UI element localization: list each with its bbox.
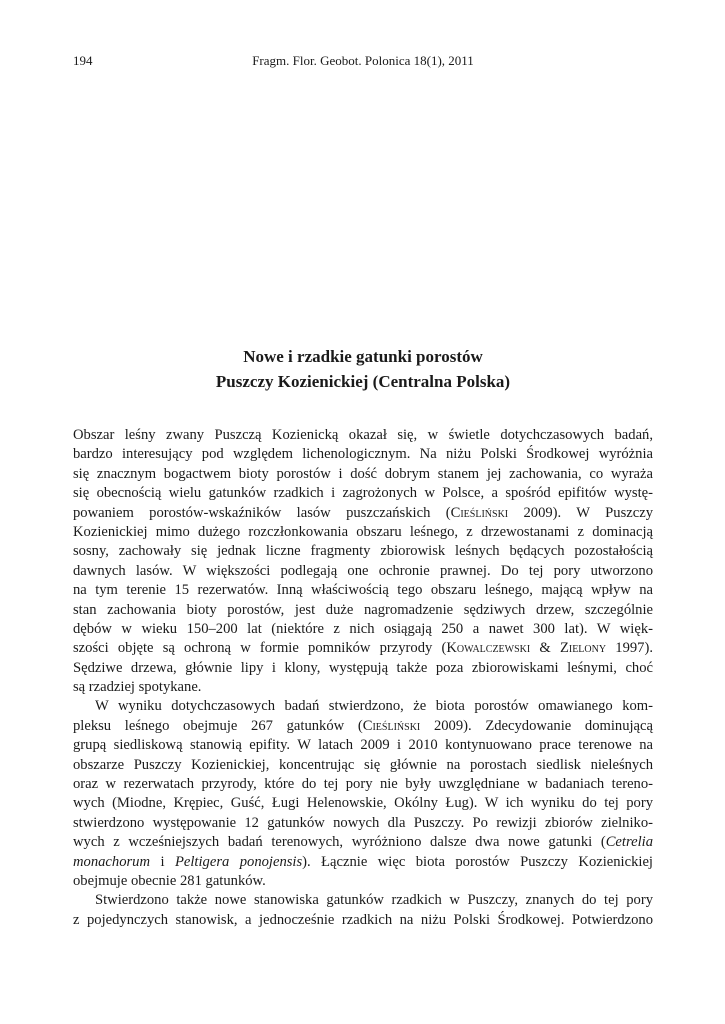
title-line-2: Puszczy Kozienickiej (Centralna Polska)	[215, 372, 511, 391]
text-line: dawnych lasów. W większości podlegają one ochronie prawnej. Do tej pory utworzono	[73, 562, 653, 579]
text-line: obejmuje obecnie 281 gatunków.	[73, 872, 266, 889]
title-line-1: Nowe i rzadkie gatunki porostów	[243, 347, 483, 366]
text-line: bardzo interesujący pod względem lichenologicznym. Na niżu Polski Środkowej wyróżnia	[73, 446, 653, 463]
text-line: są rzadziej spotykane.	[73, 679, 202, 696]
text-line: dębów w wieku 150–200 lat (niektóre z nich osiągają 250 a nawet 300 lat). W więk-	[73, 620, 653, 637]
article-body	[73, 426, 653, 930]
text-line: sosny, zachowały się jednak liczne fragmenty zbiorowisk leśnych będących pozostałością	[73, 543, 653, 560]
article-title	[73, 344, 653, 394]
species-name: monachorum	[73, 853, 151, 870]
text-line: szości objęte są ochroną w formie pomników przyrody (Kowalczewski & Zielony 1997).	[73, 640, 653, 657]
page-number: 194	[73, 53, 93, 68]
author-citation: Kowalczewski	[446, 640, 531, 657]
text-line: grupą siedliskową stanowią epifity. W latach 2009 i 2010 kontynuowano prace terenowe na	[73, 737, 653, 754]
text-line: obszarze Puszczy Kozienickiej, koncentrując się głównie na porostach siedlisk nieleśnych	[73, 756, 653, 773]
text-line: oraz w rezerwatach przyrody, które do tej pory nie były uwzględniane w badaniach tereno-	[73, 776, 653, 793]
author-citation: Cieśliński	[362, 717, 421, 734]
running-header	[73, 53, 653, 73]
journal-citation: Fragm. Flor. Geobot. Polonica 18(1), 2011	[252, 53, 474, 68]
author-citation: Cieśliński	[450, 504, 509, 521]
text-line: wych (Miodne, Krępiec, Guść, Ługi Helenowskie, Okólny Ług). W ich wyniku do tej pory	[73, 795, 653, 812]
text-line: W wyniku dotychczasowych badań stwierdzono, że biota porostów omawianego kom-	[95, 698, 653, 715]
text-line: pleksu leśnego obejmuje 267 gatunków (Cieśliński 2009). Zdecydowanie dominującą	[73, 717, 653, 734]
author-citation: Zielony	[559, 640, 607, 657]
text-line: się znacznym bogactwem bioty porostów i dość dobrym stanem jej zachowania, co wyraża	[73, 465, 653, 482]
species-name: Peltigera ponojensis	[174, 853, 303, 870]
text-line: stwierdzono występowanie 12 gatunków nowych dla Puszczy. Po rewizji zbiorów zielniko-	[73, 814, 653, 831]
text-line: się obecnością wielu gatunków rzadkich i zagrożonych w Polsce, a spośród epifitów wystę-	[73, 485, 653, 502]
text-line: wych z wcześniejszych badań terenowych, wyróżniono dalsze dwa nowe gatunki (Cetrelia	[73, 834, 653, 851]
text-line: Stwierdzono także nowe stanowiska gatunków rzadkich w Puszczy, znanych do tej pory	[95, 892, 653, 909]
text-line: Kozienickiej mimo dużego rozczłonkowania obszaru leśnego, z drzewostanami z dominacją	[73, 523, 653, 540]
text-line: z pojedynczych stanowisk, a jednocześnie rzadkich na niżu Polski Środkowej. Potwierdzono	[73, 911, 653, 928]
species-name: Cetrelia	[605, 834, 653, 851]
text-line: Sędziwe drzewa, głównie lipy i klony, występują także poza zbiorowiskami leśnymi, choć	[73, 659, 653, 676]
text-line: monachorum i Peltigera ponojensis). Łącznie więc biota porostów Puszczy Kozienickiej	[73, 853, 653, 870]
text-line: stan zachowania bioty porostów, jest duże nagromadzenie sędziwych drzew, szczególnie	[73, 601, 653, 618]
text-line: powaniem porostów-wskaźników lasów puszczańskich (Cieśliński 2009). W Puszczy	[73, 504, 653, 521]
text-line: na tym terenie 15 rezerwatów. Inną właściwością tego obszaru leśnego, mającą wpływ na	[73, 582, 653, 599]
text-line: Obszar leśny zwany Puszczą Kozienicką okazał się, w świetle dotychczasowych badań,	[73, 427, 653, 443]
